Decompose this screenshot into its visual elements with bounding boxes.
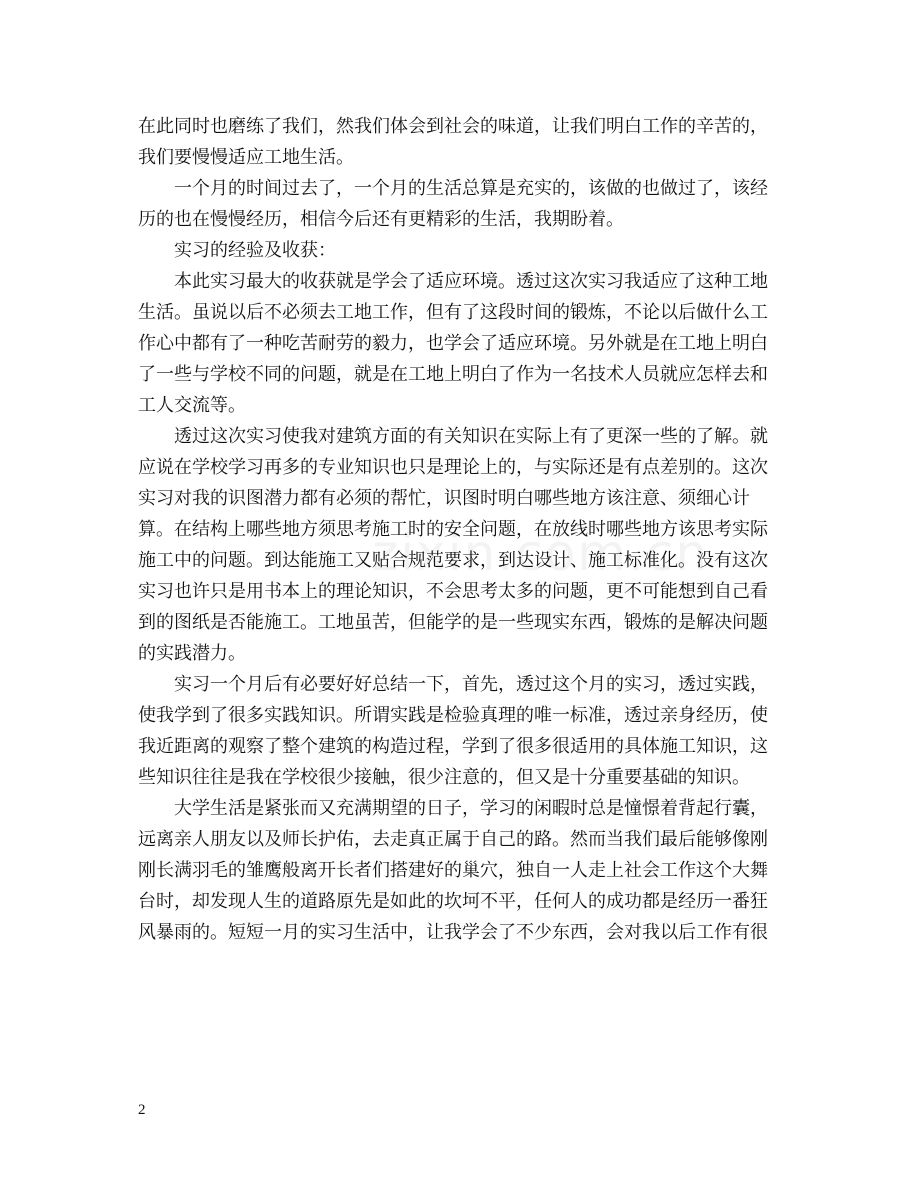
text-line: 我们要慢慢适应工地生活。 [138, 147, 354, 168]
text-line: 到的图纸是否能施工。工地虽苦，但能学的是一些现实东西，锻炼的是解决问题 [138, 612, 768, 633]
text-line: 些知识往往是我在学校很少接触，很少注意的，但又是十分重要基础的知识。 [138, 767, 750, 788]
text-line: 生活。虽说以后不必须去工地工作，但有了这段时间的锻炼，不论以后做什么工 [138, 302, 768, 323]
text-line: 施工中的问题。到达能施工又贴合规范要求，到达设计、施工标准化。没有这次 [138, 550, 768, 571]
text-line: 应说在学校学习再多的专业知识也只是理论上的，与实际还是有点差别的。这次 [138, 457, 768, 478]
text-line: 作心中都有了一种吃苦耐劳的毅力，也学会了适应环境。另外就是在工地上明白 [138, 333, 768, 354]
text-line: 一个月的时间过去了，一个月的生活总算是充实的，该做的也做过了，该经 [174, 178, 768, 199]
text-line: 实习也许只是用书本上的理论知识，不会思考太多的问题，更不可能想到自己看 [138, 581, 768, 602]
text-line: 的实践潜力。 [138, 643, 246, 664]
text-line: 算。在结构上哪些地方须思考施工时的安全问题，在放线时哪些地方该思考实际 [138, 519, 768, 540]
page-number: 2 [138, 1102, 146, 1118]
text-line: 大学生活是紧张而又充满期望的日子，学习的闲暇时总是憧憬着背起行囊， [174, 798, 768, 819]
body-text [138, 111, 780, 948]
text-line: 实习对我的识图潜力都有必须的帮忙，识图时明白哪些地方该注意、须细心计 [138, 488, 750, 509]
text-line: 历的也在慢慢经历，相信今后还有更精彩的生活，我期盼着。 [138, 209, 624, 230]
text-line: 台时，却发现人生的道路原先是如此的坎坷不平，任何人的成功都是经历一番狂 [138, 891, 768, 912]
text-line: 工人交流等。 [138, 395, 246, 416]
text-line: 风暴雨的。短短一月的实习生活中，让我学会了不少东西，会对我以后工作有很 [138, 922, 768, 943]
text-line: 实习一个月后有必要好好总结一下，首先，透过这个月的实习，透过实践， [174, 674, 768, 695]
text-line: 我近距离的观察了整个建筑的构造过程，学到了很多很适用的具体施工知识，这 [138, 736, 768, 757]
text-line: 本此实习最大的收获就是学会了适应环境。透过这次实习我适应了这种工地 [174, 271, 768, 292]
text-line: 使我学到了很多实践知识。所谓实践是检验真理的唯一标准，透过亲身经历，使 [138, 705, 768, 726]
text-line: 了一些与学校不同的问题，就是在工地上明白了作为一名技术人员就应怎样去和 [138, 364, 768, 385]
section-heading: 实习的经验及收获： [174, 240, 336, 261]
text-line: 在此同时也磨练了我们，然我们体会到社会的味道，让我们明白工作的辛苦的， [138, 116, 768, 137]
text-line: 刚长满羽毛的雏鹰般离开长者们搭建好的巢穴，独自一人走上社会工作这个大舞 [138, 860, 768, 881]
text-line: 远离亲人朋友以及师长护佑，去走真正属于自己的路。然而当我们最后能够像刚 [138, 829, 768, 850]
text-line: 透过这次实习使我对建筑方面的有关知识在实际上有了更深一些的了解。就 [174, 426, 768, 447]
